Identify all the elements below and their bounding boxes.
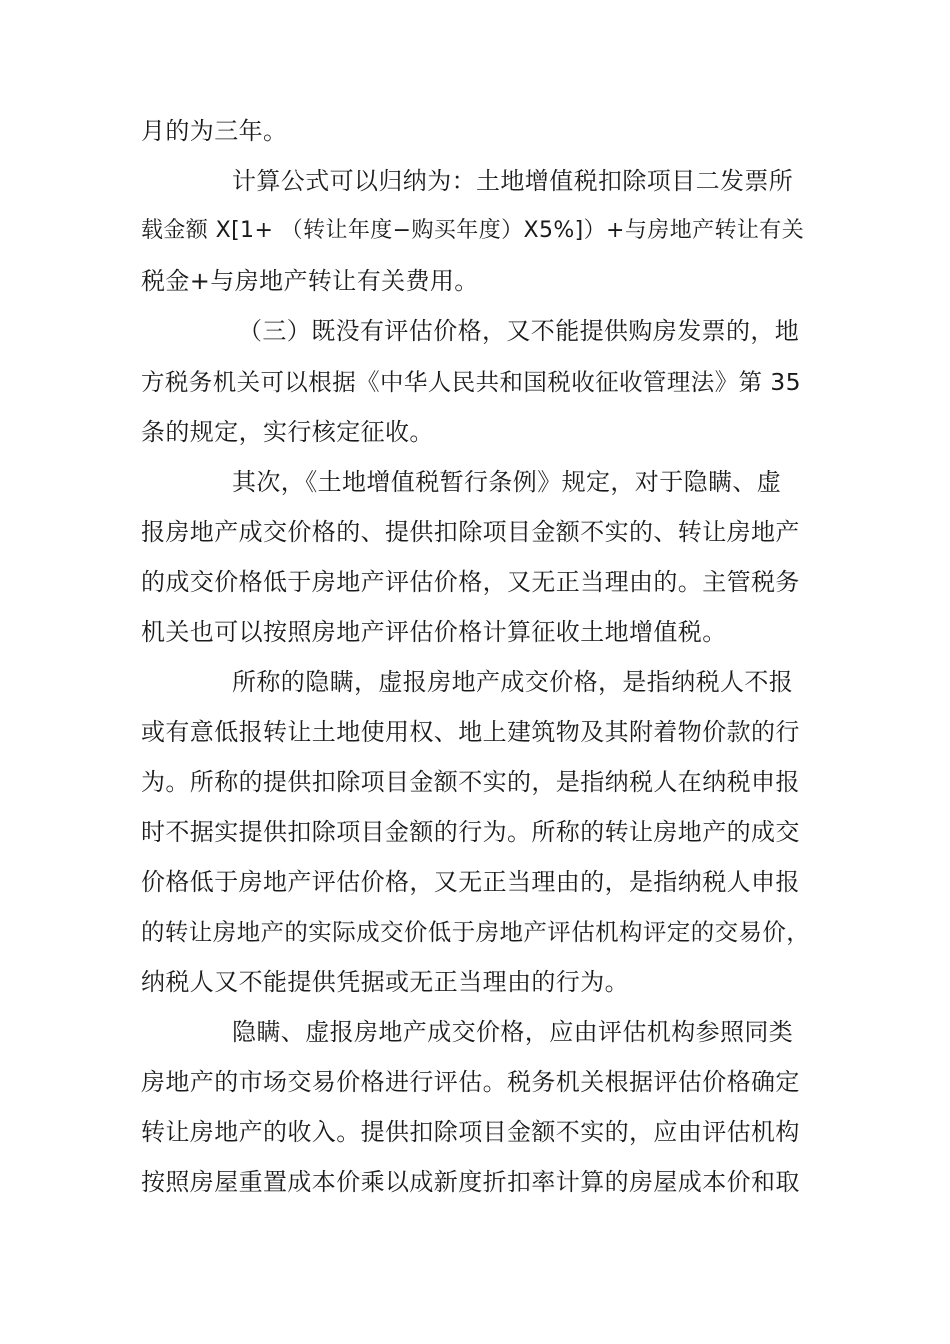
text-line: 税金+与房地产转让有关费用。 [141, 267, 479, 295]
text-line: 方税务机关可以根据《中华人民共和国税收征收管理法》第 35 [141, 368, 801, 396]
text-line: 载金额 X[1+ （转让年度−购买年度）X5%]）+与房地产转让有关 [141, 218, 805, 243]
text-line: 隐瞒、虚报房地产成交价格，应由评估机构参照同类 [232, 1018, 794, 1046]
text-line: 为。所称的提供扣除项目金额不实的，是指纳税人在纳税申报 [141, 768, 800, 796]
text-line: （三）既没有评估价格，又不能提供购房发票的，地 [238, 317, 800, 345]
text-line: 时不据实提供扣除项目金额的行为。所称的转让房地产的成交 [141, 818, 800, 846]
text-line: 纳税人又不能提供凭据或无正当理由的行为。 [141, 968, 629, 996]
text-line: 计算公式可以归纳为：土地增值税扣除项目二发票所 [232, 167, 794, 195]
text-line: 的转让房地产的实际成交价低于房地产评估机构评定的交易价， [141, 918, 811, 946]
text-line: 条的规定，实行核定征收。 [141, 418, 434, 446]
text-line: 其次，《土地增值税暂行条例》规定，对于隐瞒、虚 [232, 468, 782, 496]
text-line: 按照房屋重置成本价乘以成新度折扣率计算的房屋成本价和取 [141, 1168, 800, 1196]
text-line: 报房地产成交价格的、提供扣除项目金额不实的、转让房地产 [141, 518, 800, 546]
text-line: 房地产的市场交易价格进行评估。税务机关根据评估价格确定 [141, 1068, 800, 1096]
text-line: 的成交价格低于房地产评估价格，又无正当理由的。主管税务 [141, 568, 800, 596]
text-line: 所称的隐瞒，虚报房地产成交价格，是指纳税人不报 [232, 668, 794, 696]
text-line: 月的为三年。 [141, 117, 288, 145]
text-line: 价格低于房地产评估价格，又无正当理由的，是指纳税人申报 [141, 868, 800, 896]
text-line: 转让房地产的收入。提供扣除项目金额不实的，应由评估机构 [141, 1118, 800, 1146]
text-line: 机关也可以按照房地产评估价格计算征收土地增值税。 [141, 618, 727, 646]
text-line: 或有意低报转让土地使用权、地上建筑物及其附着物价款的行 [141, 718, 800, 746]
